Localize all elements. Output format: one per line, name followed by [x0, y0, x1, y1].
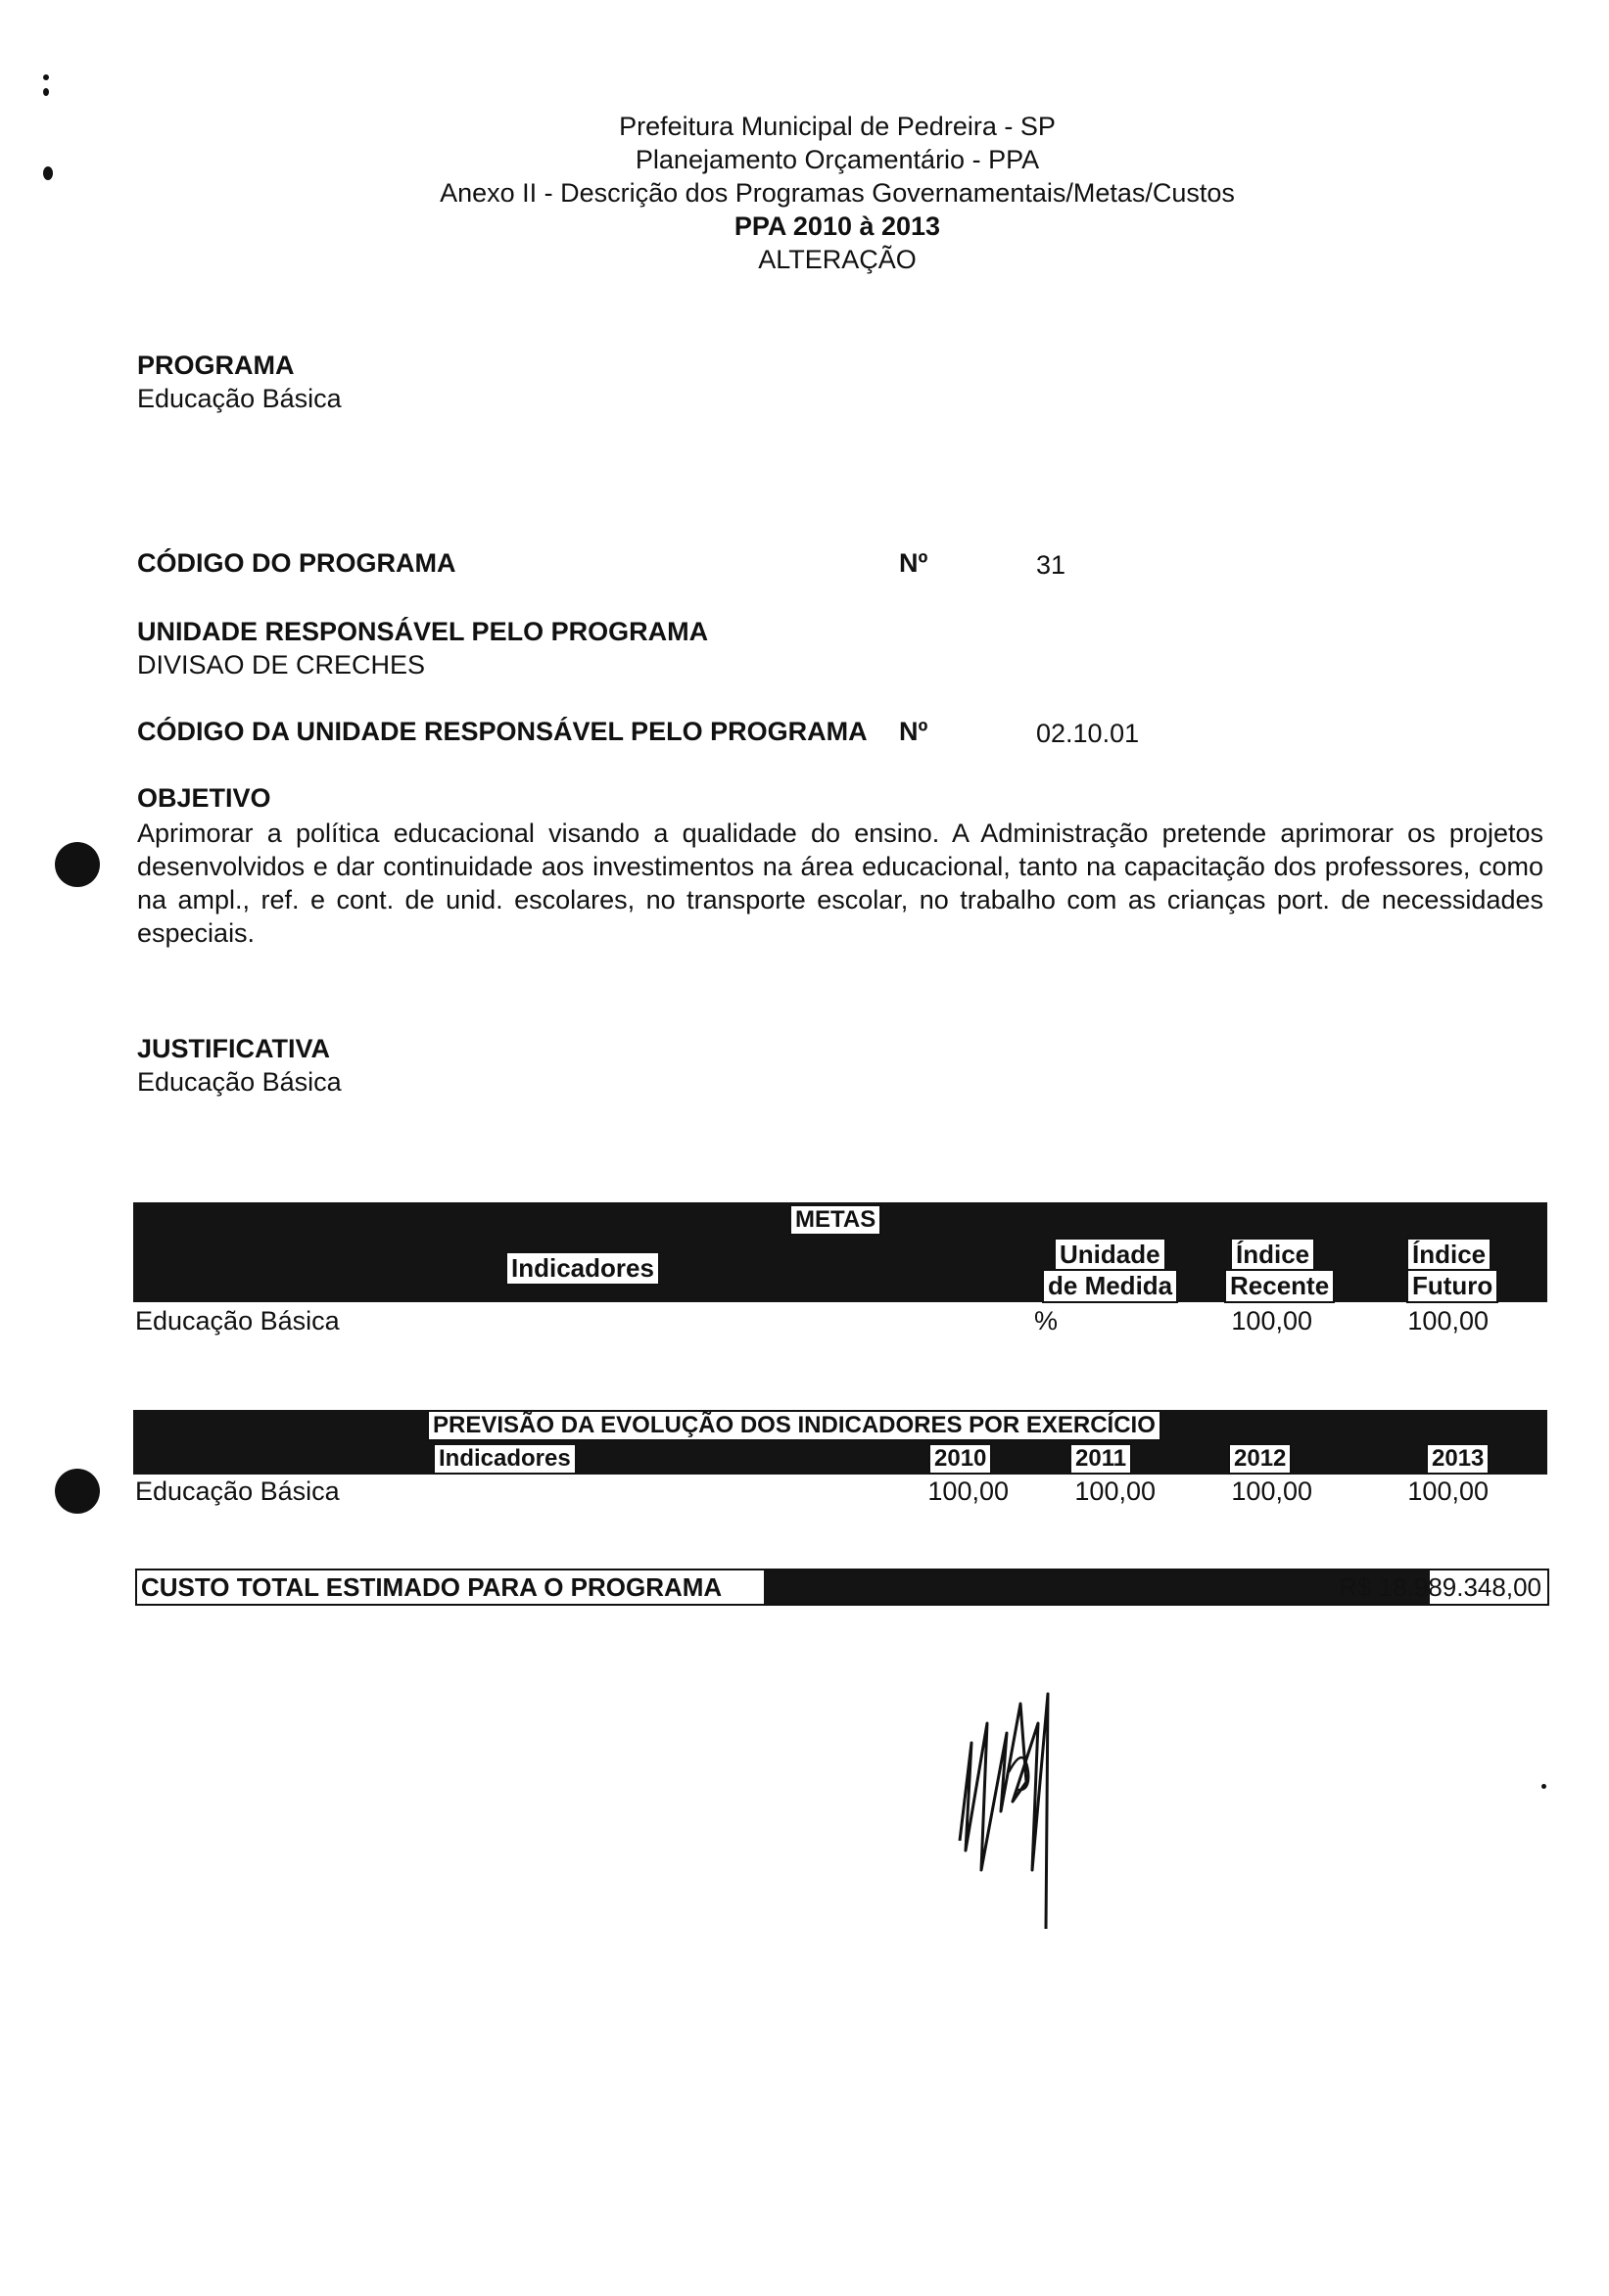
metas-header	[133, 1202, 1547, 1302]
custo-total-fill	[764, 1570, 1430, 1604]
programa-value: Educação Básica	[137, 384, 342, 413]
previsao-row-indicador: Educação Básica	[135, 1476, 340, 1506]
punch-hole	[55, 1469, 100, 1514]
objetivo-text: Aprimorar a política educacional visando a qualidade do ensino. A Administração pretende aprimorar os projetos desenvolvidos e dar continuidade aos investimentos na área educacional, tanto na capacitação dos professores, como na ampl., ref. e cont. de unid. escolares, no transporte escolar, no trabalho com as crianças port. de necessidades especiais.	[137, 819, 1543, 948]
signature	[930, 1664, 1107, 1958]
codigo-programa-value: 31	[1036, 550, 1066, 580]
previsao-year-2013: 2013	[1426, 1443, 1490, 1475]
codigo-unidade-n: Nº	[899, 717, 928, 746]
metas-col-unidade-2: de Medida	[1042, 1269, 1178, 1303]
unidade-label: UNIDADE RESPONSÁVEL PELO PROGRAMA	[137, 617, 709, 646]
metas-col-recente-2: Recente	[1224, 1269, 1335, 1303]
previsao-row-2010: 100,00	[927, 1476, 1009, 1506]
previsao-header	[133, 1410, 1547, 1475]
scan-mark	[1541, 1784, 1546, 1789]
previsao-col-indicadores: Indicadores	[433, 1443, 577, 1475]
header-line-3: Anexo II - Descrição dos Programas Governamentais/Metas/Custos	[440, 178, 1235, 208]
previsao-year-2011: 2011	[1069, 1443, 1132, 1475]
programa-label: PROGRAMA	[137, 351, 295, 380]
codigo-unidade-label: CÓDIGO DA UNIDADE RESPONSÁVEL PELO PROGRAMA	[137, 717, 868, 746]
codigo-unidade-value: 02.10.01	[1036, 719, 1140, 748]
header-line-1: Prefeitura Municipal de Pedreira - SP	[619, 112, 1056, 141]
codigo-programa-n: Nº	[899, 548, 928, 578]
metas-title: METAS	[789, 1204, 881, 1236]
unidade-value: DIVISAO DE CRECHES	[137, 650, 426, 679]
justificativa-label: JUSTIFICATIVA	[137, 1034, 331, 1063]
metas-row-unidade: %	[1034, 1306, 1059, 1335]
scan-mark	[43, 88, 49, 96]
metas-col-futuro-2: Futuro	[1406, 1269, 1498, 1303]
previsao-year-2012: 2012	[1228, 1443, 1292, 1475]
custo-total-label: CUSTO TOTAL ESTIMADO PARA O PROGRAMA	[141, 1572, 723, 1602]
header-line-2: Planejamento Orçamentário - PPA	[635, 145, 1040, 174]
justificativa-value: Educação Básica	[137, 1067, 342, 1097]
metas-col-recente-1: Índice	[1230, 1238, 1315, 1272]
metas-row-futuro: 100,00	[1407, 1306, 1489, 1335]
custo-total-value: R$ 18.989.348,00	[1339, 1572, 1541, 1602]
codigo-programa-label: CÓDIGO DO PROGRAMA	[137, 548, 456, 578]
custo-total-box	[135, 1569, 1549, 1606]
scan-mark	[43, 74, 49, 80]
metas-col-indicadores: Indicadores	[505, 1251, 660, 1286]
previsao-row-2012: 100,00	[1231, 1476, 1312, 1506]
document-header	[0, 110, 1609, 276]
metas-row-indicador: Educação Básica	[135, 1306, 340, 1335]
objetivo-label: OBJETIVO	[137, 783, 271, 813]
previsao-row-2013: 100,00	[1407, 1476, 1489, 1506]
metas-col-unidade-1: Unidade	[1054, 1238, 1166, 1272]
previsao-row-2011: 100,00	[1074, 1476, 1156, 1506]
metas-row-recente: 100,00	[1231, 1306, 1312, 1335]
previsao-year-2010: 2010	[928, 1443, 992, 1475]
punch-hole	[55, 842, 100, 887]
metas-col-futuro-1: Índice	[1406, 1238, 1491, 1272]
previsao-title: PREVISÃO DA EVOLUÇÃO DOS INDICADORES POR EXERCÍCIO	[427, 1410, 1161, 1441]
header-line-4: PPA 2010 à 2013	[734, 211, 941, 241]
header-line-5: ALTERAÇÃO	[758, 245, 917, 274]
